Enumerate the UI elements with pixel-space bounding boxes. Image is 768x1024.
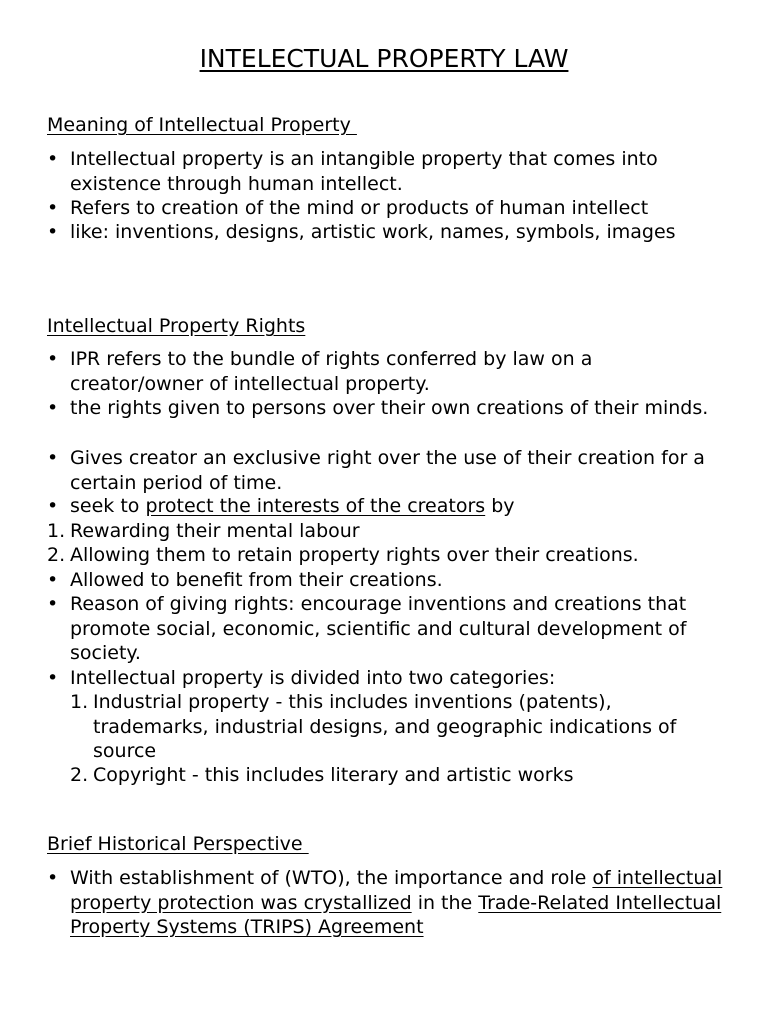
numbered-item bbox=[47, 519, 727, 544]
list-item bbox=[47, 666, 727, 691]
list-item-text: Intellectual property is divided into two categories: bbox=[70, 667, 556, 689]
list-item-text: Industrial property - this includes inventions (patents), trademarks, industrial designs, and geographic indications of source bbox=[93, 691, 677, 762]
list-item bbox=[47, 147, 727, 196]
number-marker: 2. bbox=[47, 544, 66, 566]
bullet-marker: • bbox=[47, 348, 59, 370]
list-item bbox=[47, 866, 727, 940]
history-text-part4: Trade-Related Intellectual Property Systems (TRIPS) Agreement bbox=[70, 891, 722, 938]
bullet-marker: • bbox=[47, 867, 59, 889]
list-item bbox=[47, 347, 727, 396]
bullet-marker: • bbox=[47, 495, 59, 517]
document-title: INTELECTUAL PROPERTY LAW bbox=[199, 44, 569, 73]
seek-text-after: by bbox=[485, 495, 515, 517]
number-marker: 1. bbox=[70, 691, 89, 713]
list-item bbox=[47, 592, 727, 666]
seek-text-before: seek to bbox=[70, 495, 146, 517]
list-item-text: Reason of giving rights: encourage inventions and creations that promote social, economic, scientific and cultural development of society. bbox=[70, 593, 687, 664]
list-item-text bbox=[70, 494, 727, 519]
list-item-text: Copyright - this includes literary and artistic works bbox=[93, 764, 574, 786]
bullet-marker: • bbox=[47, 569, 59, 591]
bullet-marker: • bbox=[47, 397, 59, 419]
section-heading-meaning: Meaning of Intellectual Property bbox=[47, 114, 357, 136]
list-item bbox=[47, 446, 727, 495]
list-item bbox=[47, 494, 727, 519]
list-item-text bbox=[70, 866, 727, 940]
seek-text-underlined: protect the interests of the creators bbox=[145, 495, 486, 517]
number-marker: 1. bbox=[47, 520, 66, 542]
list-item-text: Rewarding their mental labour bbox=[70, 520, 360, 542]
bullet-marker: • bbox=[47, 667, 59, 689]
list-item-text: Intellectual property is an intangible property that comes into existence through human intellect. bbox=[70, 148, 658, 195]
number-marker: 2. bbox=[70, 764, 89, 786]
bullet-marker: • bbox=[47, 593, 59, 615]
history-text-part3: in the bbox=[411, 891, 479, 914]
bullet-marker: • bbox=[47, 221, 59, 243]
list-item-text: like: inventions, designs, artistic work, names, symbols, images bbox=[70, 221, 676, 243]
list-item-text: Gives creator an exclusive right over the use of their creation for a certain period of time. bbox=[70, 447, 705, 494]
history-text-part2: of intellectual property protection was crystallized bbox=[70, 867, 723, 914]
list-item-text: the rights given to persons over their own creations of their minds. bbox=[70, 397, 709, 419]
numbered-subitem bbox=[70, 763, 730, 788]
numbered-item bbox=[47, 543, 727, 568]
section-heading-history: Brief Historical Perspective bbox=[47, 833, 309, 855]
list-item bbox=[47, 568, 727, 593]
list-item bbox=[47, 220, 727, 245]
history-text-part1: With establishment of (WTO), the importance and role bbox=[70, 867, 593, 889]
list-item bbox=[47, 396, 727, 421]
section-heading-rights: Intellectual Property Rights bbox=[47, 315, 306, 337]
list-item-text: IPR refers to the bundle of rights conferred by law on a creator/owner of intellectual property. bbox=[70, 348, 593, 395]
bullet-marker: • bbox=[47, 148, 59, 170]
list-item-text: Allowing them to retain property rights over their creations. bbox=[70, 544, 639, 566]
list-item-text: Allowed to benefit from their creations. bbox=[70, 569, 443, 591]
bullet-marker: • bbox=[47, 447, 59, 469]
numbered-subitem bbox=[70, 690, 730, 764]
list-item bbox=[47, 196, 727, 221]
list-item-text: Refers to creation of the mind or products of human intellect bbox=[70, 197, 649, 219]
bullet-marker: • bbox=[47, 197, 59, 219]
